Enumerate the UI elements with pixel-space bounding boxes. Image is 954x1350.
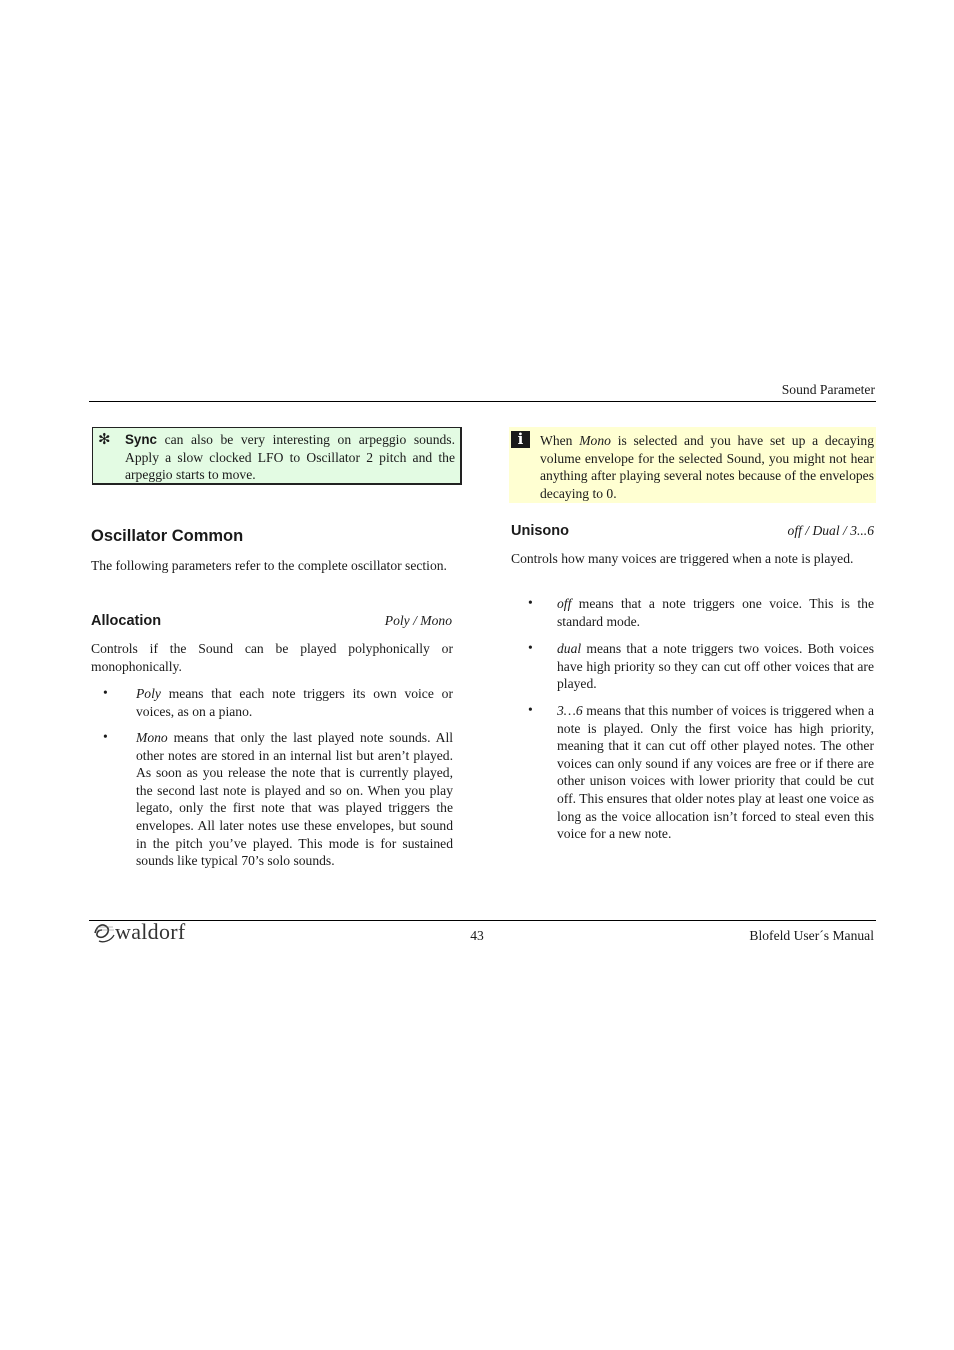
list-term: Mono bbox=[136, 730, 168, 745]
section-intro: The following parameters refer to the complete oscillator section. bbox=[91, 558, 447, 573]
page-number: 43 bbox=[470, 928, 484, 943]
list-text: means that a note triggers two voices. Both voices have high priority so they can cut off other voices that are played. bbox=[557, 641, 874, 692]
list-term: off bbox=[557, 596, 572, 611]
tip-body: can also be very interesting on arpeggio sounds. Apply a slow clocked LFO to Oscillator 2 pitch and the arpeggio starts to move. bbox=[125, 432, 455, 483]
list-item bbox=[136, 685, 453, 720]
list-item bbox=[136, 729, 453, 870]
tip-bold: Sync bbox=[125, 432, 158, 447]
note-pre: When bbox=[540, 433, 580, 448]
footer-rule bbox=[89, 920, 876, 921]
note-box bbox=[509, 427, 876, 503]
unisono-heading: Unisono bbox=[511, 523, 569, 539]
header-rule bbox=[89, 401, 876, 402]
waldorf-swirl-icon bbox=[93, 921, 117, 945]
running-header: Sound Parameter bbox=[781, 382, 875, 397]
allocation-range: Poly / Mono bbox=[384, 613, 452, 628]
info-icon: i bbox=[511, 431, 530, 448]
tip-text bbox=[125, 431, 455, 484]
note-text bbox=[540, 432, 874, 502]
allocation-desc: Controls if the Sound can be played polyphonically or monophonically. bbox=[91, 641, 453, 674]
list-item bbox=[557, 640, 874, 693]
bullet-marker: • bbox=[528, 702, 533, 717]
list-text: means that this number of voices is triggered when a note is played. Only the first voice has high priority, meaning that it can cut off other played notes. The other voices can only sound if any voices are free or if there are other unison voices with lower priority that could be cut off. This ensures that older notes play at least one voice as long as the voice allocation isn’t forced to steal even this voice for a new note. bbox=[557, 703, 874, 842]
list-text: means that each note triggers its own voice or voices, as on a piano. bbox=[136, 686, 453, 719]
section-heading: Oscillator Common bbox=[91, 527, 244, 545]
list-term: Poly bbox=[136, 686, 161, 701]
asterisk-icon: ✻ bbox=[98, 430, 111, 448]
unisono-range: off / Dual / 3...6 bbox=[787, 523, 874, 538]
waldorf-logo bbox=[93, 920, 203, 946]
list-text: means that only the last played note sounds. All other notes are stored in an internal list but aren’t played. As soon as you release the note that is currently played, the second last note is played and so on. When you play legato, only the first note that was played triggers the envelopes. All later notes use these envelopes, but sound in the pitch you’ve played. This mode is for sustained sounds like typical 70’s solo sounds. bbox=[136, 730, 453, 869]
bullet-marker: • bbox=[528, 595, 533, 610]
bullet-marker: • bbox=[103, 729, 108, 744]
tip-box bbox=[92, 427, 462, 485]
manual-title: Blofeld User´s Manual bbox=[749, 928, 874, 943]
list-item bbox=[557, 595, 874, 630]
list-item bbox=[557, 702, 874, 843]
logo-text: waldorf bbox=[115, 919, 186, 944]
unisono-desc: Controls how many voices are triggered when a note is played. bbox=[511, 551, 854, 566]
bullet-marker: • bbox=[528, 640, 533, 655]
note-post: is selected and you have set up a decaying volume envelope for the selected Sound, you might not hear anything after playing several notes because of the envelopes decaying to 0. bbox=[540, 433, 875, 501]
note-term: Mono bbox=[579, 433, 611, 448]
bullet-marker: • bbox=[103, 685, 108, 700]
list-text: means that a note triggers one voice. This is the standard mode. bbox=[557, 596, 874, 629]
list-term: 3…6 bbox=[557, 703, 583, 718]
allocation-heading: Allocation bbox=[91, 613, 162, 629]
list-term: dual bbox=[557, 641, 582, 656]
